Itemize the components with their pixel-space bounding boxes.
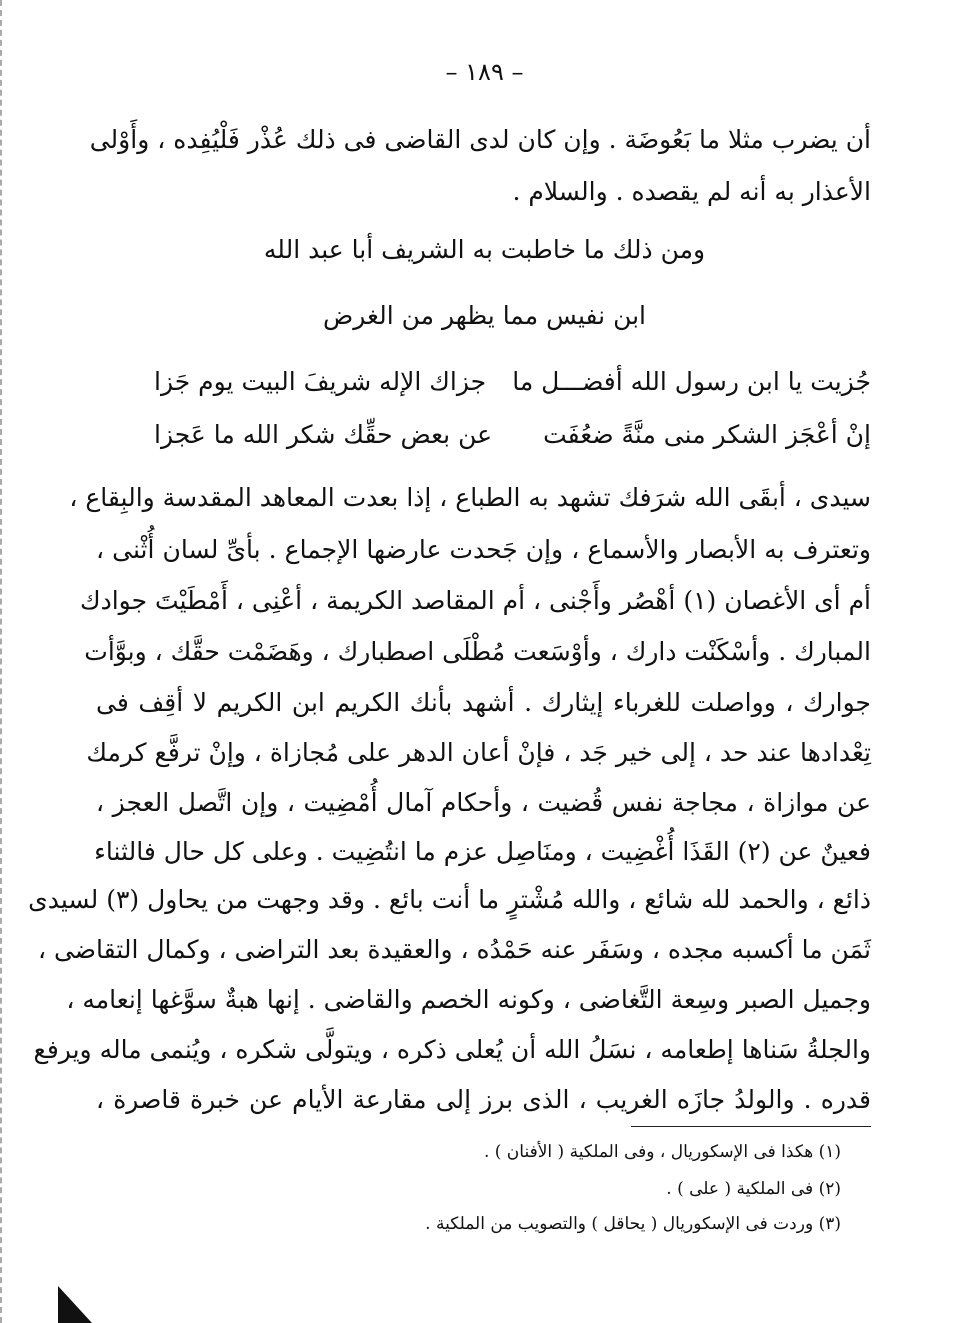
scan-left-edge <box>0 0 12 1323</box>
verse-2-second-half: عن بعض حقِّك شكر الله ما عَجزا <box>154 420 493 449</box>
scan-corner-mark <box>58 1286 92 1323</box>
intro-line-1: أن يضرب مثلا ما بَعُوضَة . وإن كان لدى القاضى فى ذلك عُذْر فَلْيُفِده ، وأَوْلى <box>89 125 871 154</box>
body-line-12: والجلةُ سَناها إطعامه ، نسَلُ الله أن يُعلى ذكره ، ويتولَّى شكره ، ويُنمى ماله ويرفع <box>33 1035 871 1064</box>
section-heading-line-1: ومن ذلك ما خاطبت به الشريف أبا عبد الله <box>263 235 706 264</box>
page-number: – ١٨٩ – <box>445 58 524 86</box>
section-heading-line-2: ابن نفيس مما يظهر من الغرض <box>323 301 646 330</box>
body-line-3: أم أى الأغصان (١) أهْصُر وأَجْنى ، أم المقاصد الكريمة ، أعْنِى ، أَمْطَيْتَ جوادك <box>79 586 871 615</box>
body-line-6: تِعْدادها عند حد ، إلى خير جَد ، فإنْ أعان الدهر على مُجازاة ، وإنْ ترفَّع كرمك <box>86 738 871 767</box>
verse-1-first-half: جُزيت يا ابن رسول الله أفضـــل ما <box>512 367 871 396</box>
intro-line-2: الأعذار به أنه لم يقصده . والسلام . <box>512 177 871 206</box>
body-line-11: وجميل الصبر وسِعة التَّغاضى ، وكونه الخصم والقاضى . إنها هبةٌ سوَّغها إنعامه ، <box>66 985 871 1014</box>
body-line-10: ثَمَن ما أكسبه مجده ، وسَفَر عنه حَمْدُه ، والعقيدة بعد التراضى ، وكمال التقاضى ، <box>37 935 871 964</box>
footnote-1: (١) هكذا فى الإسكوريال ، وفى الملكية ( الأفنان ) . <box>483 1142 841 1162</box>
footnote-2: (٢) فى الملكية ( على ) . <box>666 1179 841 1199</box>
footnote-rule <box>631 1126 871 1127</box>
body-line-8: فعينٌ عن (٢) القَذَا أُغْضِيت ، ومنَاصِل عزم ما انتُضِيت . وعلى كل حال فالثناء <box>94 837 871 866</box>
body-line-5: جوارك ، وواصلت للغرباء إيثارك . أشهد بأنك الكريم ابن الكريم لا أقِف فى <box>96 688 871 717</box>
footnote-3: (٣) وردت فى الإسكوريال ( يحاقل ) والتصويب من الملكية . <box>425 1214 841 1234</box>
body-line-2: وتعترف به الأبصار والأسماع ، وإن جَحدت عارضها الإجماع . بأىِّ لسان أُثْنى ، <box>96 535 871 564</box>
verse-2-first-half: إنْ أعْجَز الشكر منى منَّةً ضعُفَت <box>543 420 871 449</box>
body-line-7: عن موازاة ، مجاجة نفس قُضيت ، وأحكام آمال أُمْضِيت ، وإن اتَّصل العجز ، <box>96 788 871 817</box>
verse-1-second-half: جزاك الإله شريفَ البيت يوم جَزا <box>154 367 487 396</box>
body-line-9: ذائع ، والحمد لله شائع ، والله مُشْترٍ ما أنت بائع . وقد وجهت من يحاول (٣) لسيدى <box>28 885 871 914</box>
body-line-1: سيدى ، أبقَى الله شرَفك تشهد به الطباع ، إذا بعدت المعاهد المقدسة والبِقاع ، <box>69 483 871 512</box>
body-line-13: قدره . والولدُ جازَه الغريب ، الذى برز إلى مقارعة الأيام عن خبرة قاصرة ، <box>96 1085 871 1114</box>
body-line-4: المبارك . وأسْكَنْت دارك ، وأوْسَعت مُطْلَى اصطبارك ، وهَضَمْت حقَّك ، وبوَّأت <box>84 637 871 666</box>
